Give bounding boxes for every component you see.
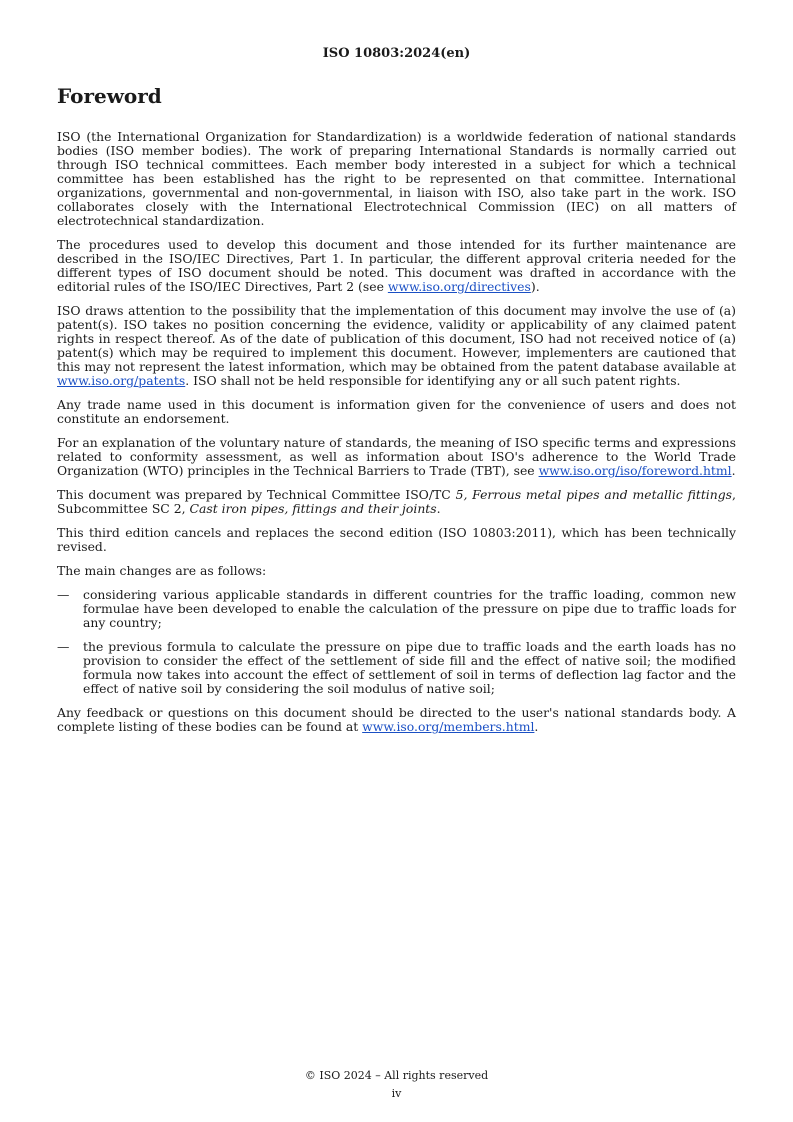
paragraph-edition: This third edition cancels and replaces the second edition (ISO 10803:2011), which has been technically revised. [57, 525, 736, 554]
page-number: iv [391, 1087, 402, 1100]
dash-marker: — [57, 639, 70, 654]
foreword-body [57, 130, 736, 744]
list-item: — considering various applicable standards in different countries for the traffic loading, common new formulae have been developed to enable the calculation of the pressure on pipe due to traffic loads for any country; [57, 587, 736, 630]
paragraph-patents: ISO draws attention to the possibility that the implementation of this document may involve the use of (a) patent(s). ISO takes no position concerning the evidence, validity or applicability of any claimed patent rights in respect thereof. As of the date of publication of this document, ISO had not received notice of (a) patent(s) which may be required to implement this document. However, implementers are cautioned that this may not represent the latest information, which may be obtained from the patent database available at www.iso.org/patents. ISO shall not be held responsible for identifying any or all such patent rights. [57, 303, 736, 388]
copyright-notice: © ISO 2024 – All rights reserved [304, 1069, 489, 1082]
dash-marker: — [57, 587, 70, 602]
paragraph-feedback: Any feedback or questions on this document should be directed to the user's national standards body. A complete listing of these bodies can be found at www.iso.org/members.html. [57, 705, 736, 734]
list-item: — the previous formula to calculate the pressure on pipe due to traffic loads and the earth loads has no provision to consider the effect of the settlement of side fill and the effect of native soil; the modified formula now takes into account the effect of settlement of soil in terms of deflection lag factor and the effect of native soil by considering the soil modulus of native soil; [57, 639, 736, 696]
paragraph-procedures: The procedures used to develop this document and those intended for its further maintenance are described in the ISO/IEC Directives, Part 1. In particular, the different approval criteria needed for the different types of ISO document should be noted. This document was drafted in accordance with the editorial rules of the ISO/IEC Directives, Part 2 (see www.iso.org/directives). [57, 237, 736, 294]
changes-list [57, 588, 736, 696]
directives-link[interactable]: www.iso.org/directives [387, 279, 531, 294]
foreword-link[interactable]: www.iso.org/iso/foreword.html [538, 463, 732, 478]
paragraph-iso-intro: ISO (the International Organization for Standardization) is a worldwide federation of national standards bodies (ISO member bodies). The work of preparing International Standards is normally carried out through ISO technical committees. Each member body interested in a subject for which a technical committee has been established has the right to be represented on that committee. International organizations, governmental and non-governmental, in liaison with ISO, also take part in the work. ISO collaborates closely with the International Electrotechnical Commission (IEC) on all matters of electrotechnical standardization. [57, 129, 736, 228]
document-header: ISO 10803:2024(en) [322, 46, 471, 61]
paragraph-main-changes: The main changes are as follows: [57, 563, 267, 578]
paragraph-voluntary-nature: For an explanation of the voluntary nature of standards, the meaning of ISO specific terms and expressions related to conformity assessment, as well as information about ISO's adherence to the World Trade Organization (WTO) principles in the Technical Barriers to Trade (TBT), see www.iso.org/iso/foreword.html. [57, 435, 736, 478]
page-title: Foreword [57, 84, 162, 108]
paragraph-trade-name: Any trade name used in this document is information given for the convenience of users and does not constitute an endorsement. [57, 397, 736, 426]
members-link[interactable]: www.iso.org/members.html [362, 719, 535, 734]
page-footer [0, 1067, 793, 1103]
paragraph-committee: This document was prepared by Technical Committee ISO/TC 5, Ferrous metal pipes and metallic fittings, Subcommittee SC 2, Cast iron pipes, fittings and their joints. [57, 487, 736, 516]
patents-link[interactable]: www.iso.org/patents [57, 373, 186, 388]
